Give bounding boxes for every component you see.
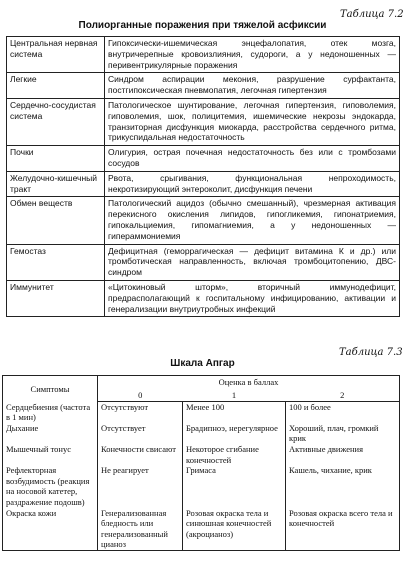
score-2-header: 2 [286,389,400,402]
table-row [7,98,400,145]
scores-header: Оценка в баллах [98,376,400,389]
score-0-cell: Отсутствуют [98,402,183,423]
system-cell: Сердечно-сосудистая система [7,98,105,145]
table-row [7,197,400,244]
score-2-cell: Хороший, плач, громкий крик [286,423,400,444]
description-cell: Гипоксически-ишемическая энцефалопатия, отек мозга, внутричерепные кровоизлияния, судороги, а у недоношенных — перивентрикулярные поражения [105,37,400,73]
organ-damage-table [6,36,400,317]
score-0-cell: Отсутствует [98,423,183,444]
system-cell: Гемостаз [7,244,105,280]
table-row [3,465,400,507]
score-0-cell: Генерализованная бледность или генерализованный цианоз [98,508,183,551]
table-row [7,171,400,197]
table-7-3-title: Шкала Апгар [170,358,235,369]
description-cell: Олигурия, острая почечная недостаточность без или с тромбозами сосудов [105,146,400,172]
header-row [3,376,400,389]
score-1-cell: Розовая окраска тела и синюшная конечностей (акроцианоз) [183,508,286,551]
table-7-3-number: Таблица 7.3 [339,347,403,358]
table-row [7,280,400,316]
score-0-cell: Конечности свисают [98,444,183,465]
system-cell: Иммунитет [7,280,105,316]
description-cell: Дефицитная (геморрагическая — дефицит витамина К и др.) или тромботическая направленность, включая тромбоцитопению, ДВС-синдром [105,244,400,280]
symptom-cell: Дыхание [3,423,98,444]
table-row [3,444,400,465]
table-row [7,244,400,280]
system-cell: Обмен веществ [7,197,105,244]
table-row [7,73,400,99]
score-1-cell: Гримаса [183,465,286,507]
table-row [7,37,400,73]
table-row [3,402,400,423]
symptoms-header: Симптомы [3,376,98,402]
score-0-header: 0 [98,389,183,402]
description-cell: Синдром аспирации мекония, разрушение сурфактанта, постгипоксическая пневмопатия, легочная гипертензия [105,73,400,99]
score-1-cell: Брадипноэ, нерегулярное [183,423,286,444]
apgar-table [2,375,400,551]
symptom-cell: Сердцебиения (частота в 1 мин) [3,402,98,423]
score-2-cell: Активные движения [286,444,400,465]
description-cell: Патологическое шунтирование, легочная гипертензия, гиповолемия, гиповолемия, шок, полицитемия, ишемические некрозы эндокарда, транзиторная дисфункция миокарда, расстройства сердечного ритма, трикуспидальная недостаточность [105,98,400,145]
symptom-cell: Рефлекторная возбудимость (реакция на носовой катетер, раздражение подошв) [3,465,98,507]
score-1-cell: Некоторое сгибание конечностей [183,444,286,465]
system-cell: Центральная нервная система [7,37,105,73]
score-1-header: 1 [183,389,286,402]
table-7-2-title: Полиорганные поражения при тяжелой асфиксии [78,20,327,31]
system-cell: Легкие [7,73,105,99]
score-1-cell: Менее 100 [183,402,286,423]
score-2-cell: Розовая окраска всего тела и конечностей [286,508,400,551]
symptom-cell: Мышечный тонус [3,444,98,465]
system-cell: Желудочно-кишечный тракт [7,171,105,197]
table-row [7,146,400,172]
symptom-cell: Окраска кожи [3,508,98,551]
system-cell: Почки [7,146,105,172]
description-cell: Рвота, срыгивания, функциональная непроходимость, некротизирующий энтероколит, дисфункция печени [105,171,400,197]
table-7-2-number: Таблица 7.2 [340,9,404,20]
table-row [3,508,400,551]
table-row [3,423,400,444]
score-2-cell: 100 и более [286,402,400,423]
description-cell: «Цитокиновый шторм», вторичный иммунодефицит, предрасполагающий к госпитальному инфицированию, активации и генерализации внутриутробных инфекций [105,280,400,316]
score-0-cell: Не реагирует [98,465,183,507]
score-2-cell: Кашель, чихание, крик [286,465,400,507]
description-cell: Патологический ацидоз (обычно смешанный), чрезмерная активация перекисного окисления липидов, гипогликемия, гипонатриемия, гипокальциемия, гипомагниемия, а у недоношенных — гипераммониемия [105,197,400,244]
